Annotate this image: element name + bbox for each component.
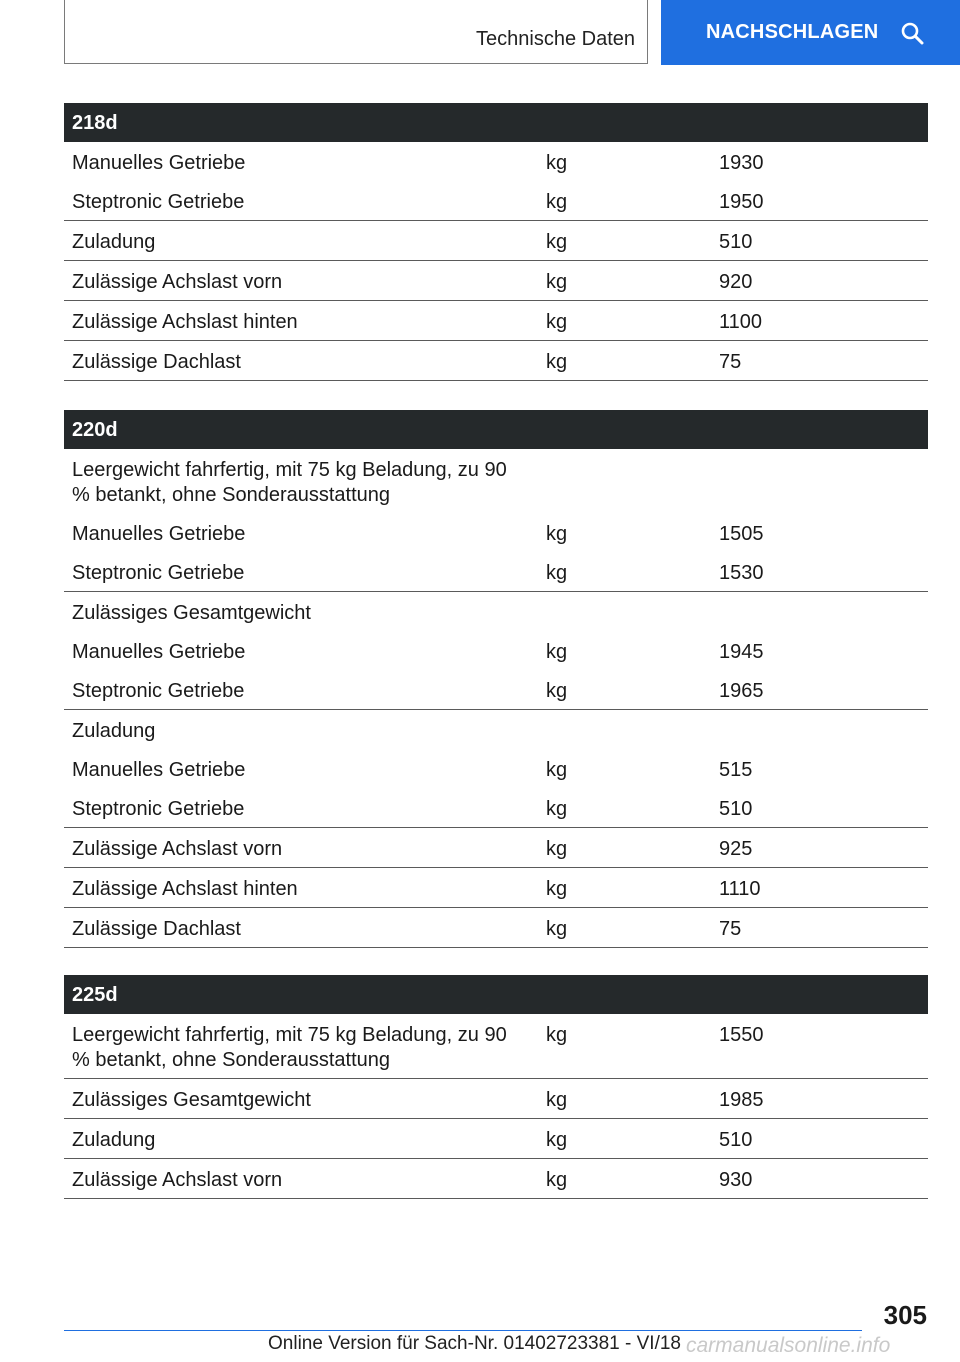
row-unit: kg xyxy=(546,351,568,373)
row-unit: kg xyxy=(546,918,568,940)
row-unit: kg xyxy=(546,878,568,900)
section-title: Technische Daten xyxy=(476,28,635,50)
row-label: Leergewicht fahrfertig, mit 75 kg Beladung, zu 90 % betankt, ohne Sonderausstattung xyxy=(72,1024,507,1071)
row-value: 510 xyxy=(719,1129,753,1151)
row-unit: kg xyxy=(546,838,568,860)
table-row xyxy=(64,341,928,381)
row-value: 75 xyxy=(719,918,742,940)
page-number: 305 xyxy=(883,1300,927,1330)
header-title-box xyxy=(64,0,648,64)
row-unit: kg xyxy=(546,271,568,293)
row-label: Zulässige Achslast hinten xyxy=(72,311,298,333)
table-row xyxy=(64,181,928,221)
row-unit: kg xyxy=(546,523,568,545)
row-label: Zulässige Dachlast xyxy=(72,918,241,940)
row-unit: kg xyxy=(546,562,568,584)
spec-table-220d xyxy=(64,410,928,948)
row-value: 1530 xyxy=(719,562,764,584)
row-value: 925 xyxy=(719,838,753,860)
row-label: Zulässiges Gesamtgewicht xyxy=(72,1089,311,1111)
row-value: 510 xyxy=(719,798,753,820)
table-row xyxy=(64,552,928,592)
row-label: Steptronic Getriebe xyxy=(72,798,245,820)
table-row xyxy=(64,908,928,948)
row-value: 1110 xyxy=(719,878,761,900)
table-row xyxy=(64,670,928,710)
row-label: Zulässige Achslast vorn xyxy=(72,271,283,293)
row-unit: kg xyxy=(546,1089,568,1111)
row-value: 920 xyxy=(719,271,753,293)
row-unit: kg xyxy=(546,1169,568,1191)
table-row xyxy=(64,1159,928,1199)
table-row xyxy=(64,1014,928,1079)
row-value: 1505 xyxy=(719,523,764,545)
search-icon xyxy=(900,21,924,45)
row-value: 510 xyxy=(719,231,753,253)
row-label: Zulässige Achslast hinten xyxy=(72,878,298,900)
row-value: 930 xyxy=(719,1169,753,1191)
table-row xyxy=(64,1119,928,1159)
row-label: Zuladung xyxy=(72,231,156,253)
row-unit: kg xyxy=(546,1129,568,1151)
table-row xyxy=(64,868,928,908)
section-header: 225d xyxy=(64,975,928,1014)
row-unit: kg xyxy=(546,759,568,781)
watermark-text: carmanualsonline.info xyxy=(686,1334,891,1357)
section-header: 220d xyxy=(64,410,928,449)
row-label: Manuelles Getriebe xyxy=(72,152,246,174)
section-header: 218d xyxy=(64,103,928,142)
row-value: 1965 xyxy=(719,680,764,702)
row-label: Manuelles Getriebe xyxy=(72,759,246,781)
table-row xyxy=(64,749,928,788)
spec-table-225d xyxy=(64,975,928,1199)
table-row xyxy=(64,828,928,868)
spec-table-218d xyxy=(64,103,928,381)
row-unit: kg xyxy=(546,191,568,213)
row-unit: kg xyxy=(546,311,568,333)
row-value: 1950 xyxy=(719,191,764,213)
row-label: Leergewicht fahrfertig, mit 75 kg Beladung, zu 90 % betankt, ohne Sonderausstattung xyxy=(72,459,507,506)
row-label: Zulässige Dachlast xyxy=(72,351,241,373)
online-version-text: Online Version für Sach-Nr. 01402723381 - VI/18 xyxy=(268,1333,681,1354)
row-label: Zuladung xyxy=(72,1129,156,1151)
row-value: 1985 xyxy=(719,1089,764,1111)
row-value: 1100 xyxy=(719,311,763,333)
row-value: 75 xyxy=(719,351,742,373)
footer-divider xyxy=(64,1330,862,1331)
row-unit: kg xyxy=(546,152,568,174)
row-label: Steptronic Getriebe xyxy=(72,680,245,702)
row-unit: kg xyxy=(546,641,568,663)
table-row xyxy=(64,301,928,341)
row-label: Steptronic Getriebe xyxy=(72,191,245,213)
table-row xyxy=(64,449,928,513)
row-unit: kg xyxy=(546,680,568,702)
table-row xyxy=(64,142,928,181)
table-row xyxy=(64,788,928,828)
table-row xyxy=(64,592,928,631)
row-label: Zulässiges Gesamtgewicht xyxy=(72,602,311,624)
nachschlagen-button[interactable] xyxy=(661,0,960,65)
row-value: 1945 xyxy=(719,641,764,663)
row-unit: kg xyxy=(546,231,568,253)
table-row xyxy=(64,1079,928,1119)
table-row xyxy=(64,631,928,670)
row-label: Zulässige Achslast vorn xyxy=(72,1169,283,1191)
table-row xyxy=(64,710,928,749)
row-value: 1930 xyxy=(719,152,764,174)
row-label: Manuelles Getriebe xyxy=(72,523,246,545)
table-row xyxy=(64,261,928,301)
row-unit: kg xyxy=(546,1024,568,1046)
row-unit: kg xyxy=(546,798,568,820)
row-label: Zulässige Achslast vorn xyxy=(72,838,283,860)
nav-label: NACHSCHLAGEN xyxy=(706,21,879,43)
row-value: 515 xyxy=(719,759,753,781)
row-label: Zuladung xyxy=(72,720,156,742)
row-label: Steptronic Getriebe xyxy=(72,562,245,584)
row-value: 1550 xyxy=(719,1024,764,1046)
table-row xyxy=(64,221,928,261)
row-label: Manuelles Getriebe xyxy=(72,641,246,663)
table-row xyxy=(64,513,928,552)
